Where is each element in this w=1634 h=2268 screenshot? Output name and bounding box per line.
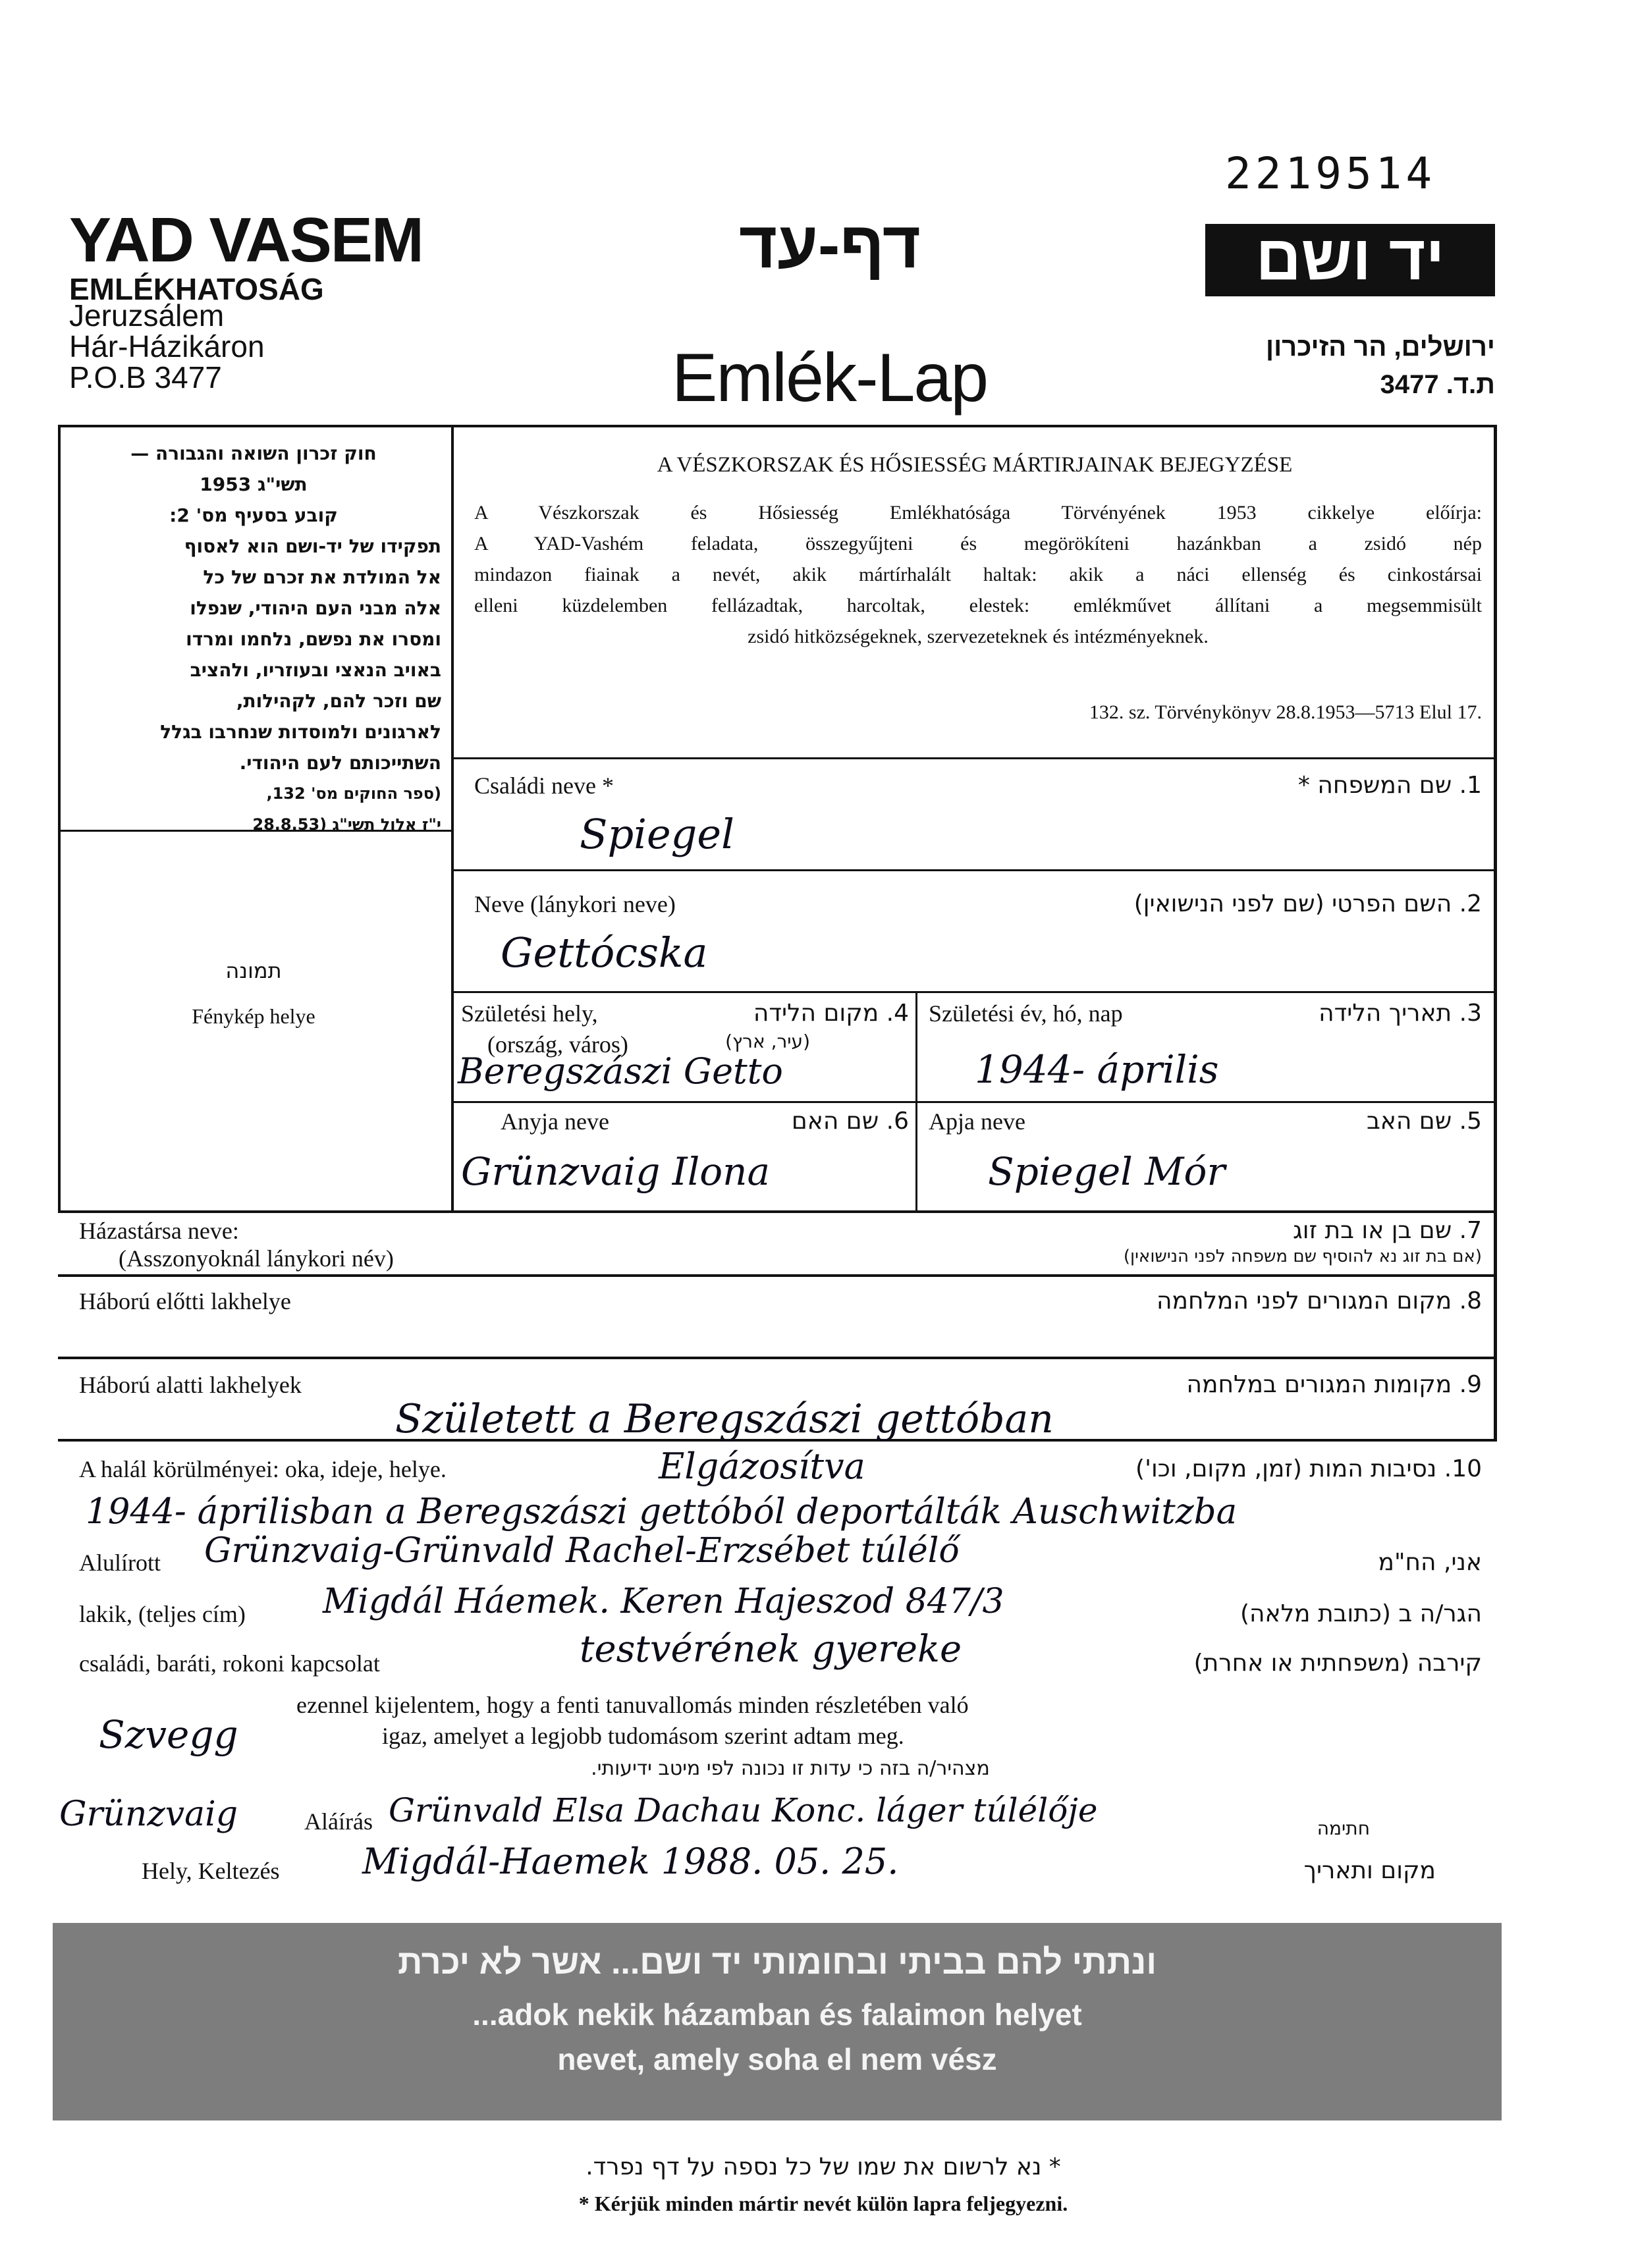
death-circumstances-label: A halál körülményei: oka, ideje, helye. bbox=[79, 1456, 447, 1482]
given-name-label-hebrew: 2. השם הפרטי (שם לפני הנישואין) bbox=[1133, 890, 1482, 917]
wartime-residence-value: Született a Beregszászi gettóban bbox=[395, 1396, 1054, 1442]
father-name-label: Apja neve bbox=[929, 1108, 1025, 1135]
relation-value: testvérének gyereke bbox=[580, 1628, 962, 1671]
relation-label: családi, baráti, rokoni kapcsolat bbox=[79, 1650, 380, 1677]
father-name-value: Spiegel Mór bbox=[988, 1149, 1226, 1194]
birthplace-value: Beregszászi Getto bbox=[458, 1050, 783, 1092]
spouse-name-label: Házastársa neve: bbox=[79, 1218, 239, 1244]
birthplace-label-hebrew: 4. מקום הלידה bbox=[753, 1000, 909, 1027]
birthplace-sub-label-hebrew: (עיר, ארץ) bbox=[725, 1031, 810, 1052]
birthplace-sub-label: (ország, város) bbox=[487, 1031, 628, 1058]
place-date-label-hebrew: מקום ותאריך bbox=[1303, 1857, 1436, 1884]
family-name-label-hebrew: 1. שם המשפחה * bbox=[1297, 772, 1482, 799]
address-line-3: P.O.B 3477 bbox=[69, 360, 222, 394]
address-line-2: Hár-Házikáron bbox=[69, 329, 265, 364]
hebrew-title: דף-עד bbox=[738, 208, 921, 282]
prewar-residence-label-hebrew: 8. מקום המגורים לפני המלחמה bbox=[1156, 1287, 1482, 1314]
left-signature-1: Szvegg bbox=[99, 1712, 238, 1757]
address-line-1: Jeruzsálem bbox=[69, 298, 225, 333]
undersigned-label: Alulírott bbox=[79, 1550, 161, 1576]
birthdate-label: Születési év, hó, nap bbox=[929, 1000, 1123, 1027]
photo-label: Fénykép helye bbox=[192, 1004, 315, 1028]
signature-label-hebrew: חתימה bbox=[1317, 1818, 1370, 1839]
prewar-residence-label: Háború előtti lakhelye bbox=[79, 1288, 291, 1314]
footer-note: * Kérjük minden mártir nevét külön lapra feljegyezni. bbox=[578, 2192, 1068, 2215]
divider-f2 bbox=[451, 869, 1497, 871]
divider-f4 bbox=[451, 991, 1497, 993]
hebrew-law-text: חוק זכרון השואה והגבורה — תשי"ג 1953 קובע בסעיף מס' 2: תפקידו של יד-ושם הוא לאסוף אל המולדת את זכרם של כל אלה מבני העם היהודי, שנפלו ומסרו את נפשם, נלחמו ומרדו באויב הנאצי ובעוזריו, ולהציב שם וזכר להם, לקהילות, לארגונים ולמוסדות שנחרבו בגלל השתייכותם לעם היהודי. (ספר החוקים מס' 132, י"ז אלול תשי"ג (28.8.53 bbox=[130, 443, 441, 834]
spouse-name-sub-label: (Asszonyoknál lánykori név) bbox=[119, 1245, 394, 1272]
witness-address-value: Migdál Háemek. Keren Hajeszod 847/3 bbox=[323, 1582, 1004, 1621]
divider-f7-top bbox=[58, 1210, 1497, 1213]
signature-label: Aláírás bbox=[304, 1808, 373, 1835]
place-date-label: Hely, Keltezés bbox=[142, 1858, 280, 1884]
given-name-value: Gettócska bbox=[501, 929, 708, 977]
quote-line-1: ...adok nekik házamban és falaimon helyet bbox=[472, 1997, 1082, 2032]
father-name-label-hebrew: 5. שם האב bbox=[1366, 1108, 1482, 1135]
divider-f8-top bbox=[58, 1274, 1497, 1277]
wartime-residence-label: Háború alatti lakhelyek bbox=[79, 1372, 302, 1398]
birthplace-label: Születési hely, bbox=[461, 1000, 598, 1027]
declaration-line-1: ezennel kijelentem, hogy a fenti tanuvallomás minden részletében való bbox=[296, 1692, 969, 1718]
mother-name-label-hebrew: 6. שם האם bbox=[791, 1108, 909, 1135]
hungarian-law-text: A Vészkorszak és Hősiesség Emlékhatósága Törvényének 1953 cikkelye előírja: A YAD-Vashém feladata, összegyűjteni és megörökíteni hazánkban a zsidó nép mindazon fiainak a nevét, akik mártírhalált haltak: akik a náci ellenség és cinkostársai elleni küzdelemben fellázadtak, harcoltak, elestek: emlékművet állítani a megsemmisült zsidó hitközségeknek, szervezeteknek és intézményeknek. bbox=[474, 502, 1482, 647]
yad-vashem-logo: יד ושם bbox=[1205, 224, 1495, 296]
divider-f9-top bbox=[58, 1357, 1497, 1359]
given-name-label: Neve (lánykori neve) bbox=[474, 891, 676, 917]
law-reference: 132. sz. Törvénykönyv 28.8.1953—5713 Elul 17. bbox=[1089, 701, 1482, 723]
frame-right bbox=[1494, 425, 1497, 1439]
quote-hebrew: ונתתי להם בביתי ובחומותי יד ושם... אשר לא יכרת bbox=[397, 1943, 1157, 1982]
frame-left bbox=[58, 425, 61, 1212]
divider-f6 bbox=[451, 1101, 1497, 1103]
birthdate-label-hebrew: 3. תאריך הלידה bbox=[1319, 1000, 1482, 1027]
frame-top bbox=[58, 425, 1497, 427]
law-title: A VÉSZKORSZAK ÉS HŐSIESSÉG MÁRTIRJAINAK BEJEGYZÉSE bbox=[657, 453, 1293, 477]
column-divider bbox=[451, 425, 454, 1212]
witness-address-label: lakik, (teljes cím) bbox=[79, 1601, 246, 1627]
family-name-label: Családi neve * bbox=[474, 772, 614, 799]
death-cause-value: Elgázosítva bbox=[659, 1445, 865, 1487]
quote-banner bbox=[53, 1923, 1502, 2120]
footer-note-hebrew: * נא לרשום את שמו של כל נספה על דף נפרד. bbox=[586, 2153, 1061, 2180]
mother-name-label: Anyja neve bbox=[501, 1108, 609, 1135]
declaration-hebrew: מצהיר/ה בזה כי עדות זו נכונה לפי מיטב ידיעותי. bbox=[591, 1757, 990, 1780]
divider-f1 bbox=[451, 757, 1497, 759]
org-name: YAD VASEM bbox=[69, 205, 423, 275]
spouse-name-label-hebrew: 7. שם בן או בת זוג bbox=[1292, 1217, 1482, 1244]
wartime-residence-label-hebrew: 9. מקומות המגורים במלחמה bbox=[1186, 1371, 1482, 1398]
org-subtitle: EMLÉKHATOSÁG bbox=[69, 272, 324, 306]
hebrew-address-2: ת.ד. 3477 bbox=[1380, 370, 1495, 399]
spouse-name-sub-label-hebrew: (אם בת זוג נא להוסיף שם משפחה לפני הנישואין) bbox=[1123, 1247, 1482, 1266]
photo-label-hebrew: תמונה bbox=[225, 958, 282, 983]
declaration-line-2: igaz, amelyet a legjobb tudomásom szerint adtam meg. bbox=[382, 1723, 904, 1749]
relation-label-hebrew: קירבה (משפחתית או אחרת) bbox=[1193, 1650, 1482, 1677]
mother-name-value: Grünzvaig Ilona bbox=[461, 1149, 771, 1194]
hebrew-address-1: ירושלים, הר הזיכרון bbox=[1266, 333, 1495, 362]
birthdate-value: 1944- április bbox=[975, 1047, 1219, 1092]
undersigned-label-hebrew: אני, הח"מ bbox=[1378, 1549, 1482, 1576]
place-date-value: Migdál-Haemek 1988. 05. 25. bbox=[362, 1841, 899, 1882]
death-circumstances-label-hebrew: 10. נסיבות המות (זמן, מקום, וכו') bbox=[1135, 1455, 1482, 1482]
quote-line-2: nevet, amely soha el nem vész bbox=[557, 2042, 997, 2076]
form-title: Emlék-Lap bbox=[672, 340, 988, 416]
document-number: 2219514 bbox=[1225, 148, 1436, 199]
signature-value: Grünvald Elsa Dachau Konc. láger túlélője bbox=[389, 1791, 1098, 1829]
witness-address-label-hebrew: הגר/ה ב (כתובת מלאה) bbox=[1239, 1600, 1482, 1627]
death-details-value: 1944- áprilisban a Beregszászi gettóból deportálták Auschwitzba bbox=[86, 1492, 1238, 1532]
family-name-value: Spiegel bbox=[580, 810, 734, 858]
left-signature-2: Grünzvaig bbox=[59, 1795, 238, 1834]
undersigned-value: Grünzvaig-Grünvald Rachel-Erzsébet túlélő bbox=[204, 1531, 960, 1571]
